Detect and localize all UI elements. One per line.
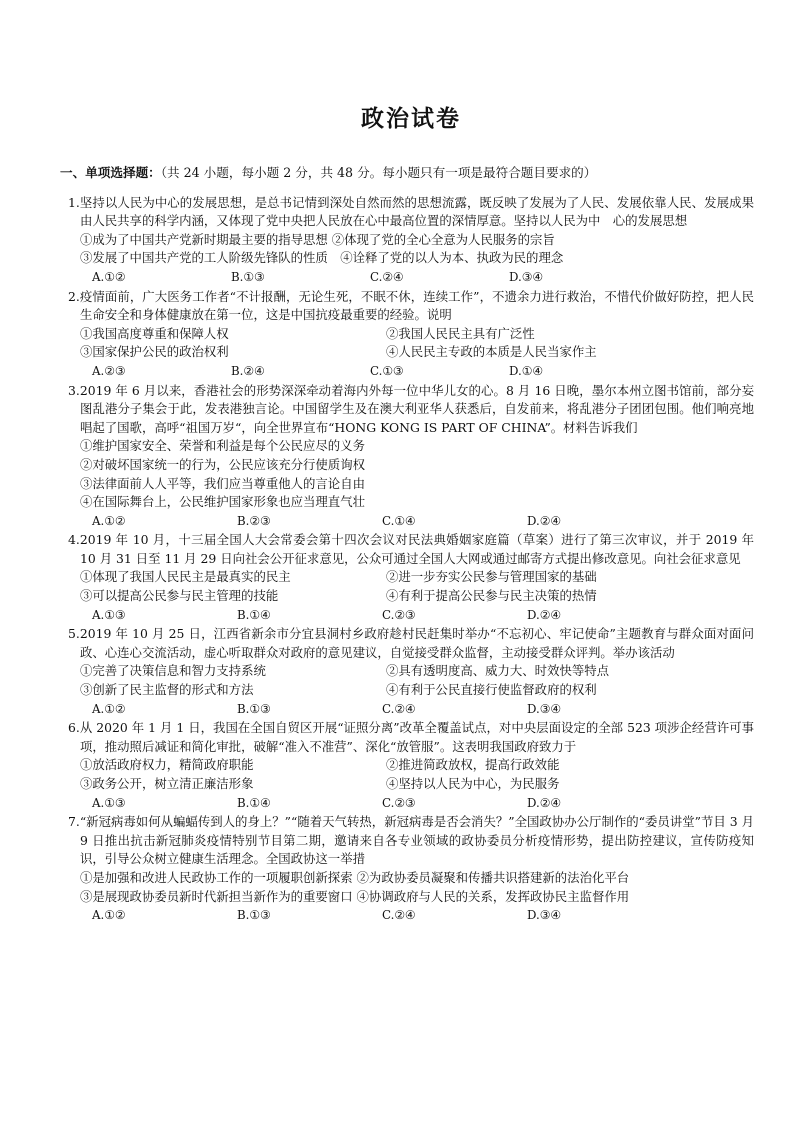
question-stem: 5.2019 年 10 月 25 日，江西省新余市分宜县洞村乡政府趁村民赶集时举办“不忘初心、牢记使命”主题教育与群众面对面问政、心连心交流活动，虚心听取群众对政府的意见建议，自觉接受群众监督，主动接受群众评判。举办该活动: [68, 626, 754, 660]
statement-row: [68, 587, 754, 606]
statement-row: [68, 681, 754, 700]
option-a[interactable]: A.①②: [92, 513, 126, 528]
statement-row: [68, 775, 754, 794]
option-b[interactable]: B.②③: [237, 513, 271, 528]
option-b[interactable]: B.①④: [237, 795, 271, 810]
option-b[interactable]: B.①③: [231, 269, 265, 284]
section-note: （共 24 小题，每小题 2 分，共 48 分。每小题只有一项是最符合题目要求的）: [160, 165, 597, 180]
option-d[interactable]: D.②④: [527, 513, 561, 528]
statement-3: ③创新了民主监督的形式和方法: [80, 682, 254, 698]
statement-1: ①完善了决策信息和智力支持系统: [80, 663, 266, 679]
question-4: [68, 531, 754, 624]
option-d[interactable]: D.③④: [527, 701, 561, 716]
option-c[interactable]: C.②④: [370, 269, 404, 284]
statement-line: ④在国际舞台上，公民维护国家形象也应当理直气壮: [80, 494, 365, 510]
answer-options: [68, 512, 754, 531]
question-stem: 2.疫情面前，广大医务工作者“不计报酬，无论生死，不眠不休，连续工作”，不遗余力进行救治，不惜代价做好防控，把人民生命安全和身体健康放在第一位，这是中国抗疫最重要的经验。说明: [68, 288, 754, 323]
question-stem: 1.坚持以人民为中心的发展思想，是总书记情到深处自然而然的思想流露，既反映了发展为了人民、发展依靠人民、发展成果由人民共享的科学内涵，又体现了党中央把人民放在心中最高位置的深情厚意。坚持以人民为中 心的发展思想: [68, 194, 754, 229]
question-1: [68, 194, 754, 287]
statement-line: ②对破坏国家统一的行为，公民应该充分行使质询权: [80, 456, 365, 472]
statement-line: ③发展了中国共产党的工人阶级先锋队的性质 ④诠释了党的以人为本、执政为民的理念: [80, 250, 564, 266]
answer-options: [68, 700, 754, 719]
option-a[interactable]: A.②③: [92, 363, 126, 378]
question-stem: 3.2019 年 6 月以来，香港社会的形势深深牵动着海内外每一位中华儿女的心。8 月 16 日晚，墨尔本州立图书馆前，部分妄图乱港分子集会于此，发表港独言论。中国留学生及在澳大利亚华人获悉后，自发前来，将乱港分子团团包围。他们响亮地唱起了国歌，高呼“祖国万岁“，向全世界宣布“HONG KONG IS PART OF CHINA”。材料告诉我们: [68, 382, 754, 435]
statement-1: ①我国高度尊重和保障人权: [80, 325, 229, 341]
question-2: [68, 288, 754, 381]
section-heading: [60, 164, 754, 183]
option-c[interactable]: C.②③: [382, 607, 416, 622]
statement-line: ③法律面前人人平等，我们应当尊重他人的言论自由: [80, 475, 365, 491]
statement-row: [68, 568, 754, 587]
option-b[interactable]: B.①④: [237, 607, 271, 622]
answer-options: [68, 906, 754, 925]
statement-line: ③是展现政协委员新时代新担当新作为的重要窗口 ④协调政府与人民的关系，发挥政协民主监督作用: [80, 888, 630, 904]
option-d[interactable]: D.②④: [527, 607, 561, 622]
option-c[interactable]: C.①④: [382, 513, 416, 528]
question-stem: 7.“新冠病毒如何从蝙蝠传到人的身上？”“随着天气转热，新冠病毒是否会消失？”全国政协办公厅制作的“委员讲堂”节目 3 月 9 日推出抗击新冠肺炎疫情特别节目第二期，邀请来自各专业领域的政协委员分析疫情形势，提出防控建议，宣传防疫知识，引导公众树立健康生活理念。全国政协这一举措: [68, 814, 754, 867]
statement-line: ①成为了中国共产党新时期最主要的指导思想 ②体现了党的全心全意为人民服务的宗旨: [80, 231, 555, 247]
statement-2: ②我国人民民主具有广泛性: [386, 325, 535, 341]
option-a[interactable]: A.①③: [92, 607, 126, 622]
option-b[interactable]: B.①③: [237, 701, 271, 716]
statement-row: [68, 662, 754, 681]
statement-line: ①维护国家安全、荣誉和利益是每个公民应尽的义务: [80, 438, 365, 454]
statement-line: ①是加强和改进人民政协工作的一项履职创新探索 ②为政协委员凝聚和传播共识搭建新的法治化平台: [80, 869, 630, 885]
option-c[interactable]: C.②④: [382, 908, 416, 923]
statement-2: ②具有透明度高、威力大、时效快等特点: [386, 663, 610, 679]
page-title: 政治试卷: [361, 105, 461, 132]
option-a[interactable]: A.①②: [92, 269, 126, 284]
statement-row: [68, 343, 754, 362]
question-5: [68, 625, 754, 718]
question-7: [68, 813, 754, 925]
question-stem: 4.2019 年 10 月，十三届全国人大会常委会第十四次会议对民法典婚姻家庭篇（草案）进行了第三次审议，并于 2019 年 10 月 31 日至 11 月 29 日向社会公开征求意见，公众可通过全国人大网或通过邮寄方式提出修改意见。向社会征求意见: [68, 532, 754, 566]
option-d[interactable]: D.③④: [509, 269, 543, 284]
question-3: [68, 382, 754, 531]
option-a[interactable]: A.①②: [92, 701, 126, 716]
option-c[interactable]: C.②③: [382, 795, 416, 810]
option-b[interactable]: B.①③: [237, 908, 271, 923]
question-6: [68, 719, 754, 812]
option-a[interactable]: A.①②: [92, 908, 126, 923]
question-stem: 6.从 2020 年 1 月 1 日，我国在全国自贸区开展“证照分离”改革全覆盖试点，对中央层面设定的全部 523 项涉企经营许可事项，推动照后减证和简化审批，破解“准入不准营”、深化“放管服”。这表明我国政府致力于: [68, 720, 754, 754]
answer-options: [68, 362, 754, 381]
statement-4: ④坚持以人民为中心，为民服务: [386, 776, 560, 791]
answer-options: [68, 794, 754, 813]
statement-2: ②进一步夯实公民参与管理国家的基础: [386, 569, 597, 585]
answer-options: [68, 268, 754, 287]
statement-1: ①体现了我国人民民主是最真实的民主: [80, 569, 291, 585]
statement-2: ②推进简政放权，提高行政效能: [386, 757, 560, 773]
option-d[interactable]: D.③④: [527, 908, 561, 923]
option-c[interactable]: C.②④: [382, 701, 416, 716]
option-b[interactable]: B.②④: [231, 363, 265, 378]
statement-4: ④有利于提高公民参与民主决策的热情: [386, 588, 597, 604]
statement-3: ③国家保护公民的政治权利: [80, 344, 229, 360]
option-a[interactable]: A.①③: [92, 795, 126, 810]
statement-row: [68, 756, 754, 775]
statement-1: ①放活政府权力，精简政府职能: [80, 757, 254, 773]
statement-4: ④有利于公民直接行使监督政府的权利: [386, 682, 597, 698]
option-d[interactable]: D.①④: [509, 363, 543, 378]
answer-options: [68, 606, 754, 625]
statement-3: ③政务公开，树立清正廉洁形象: [80, 776, 254, 791]
statement-row: [68, 325, 754, 344]
statement-4: ④人民民主专政的本质是人民当家作主: [386, 344, 597, 360]
section-label: 一、单项选择题：: [60, 165, 161, 180]
statement-3: ③可以提高公民参与民主管理的技能: [80, 588, 279, 604]
option-d[interactable]: D.②④: [527, 795, 561, 810]
option-c[interactable]: C.①③: [370, 363, 404, 378]
